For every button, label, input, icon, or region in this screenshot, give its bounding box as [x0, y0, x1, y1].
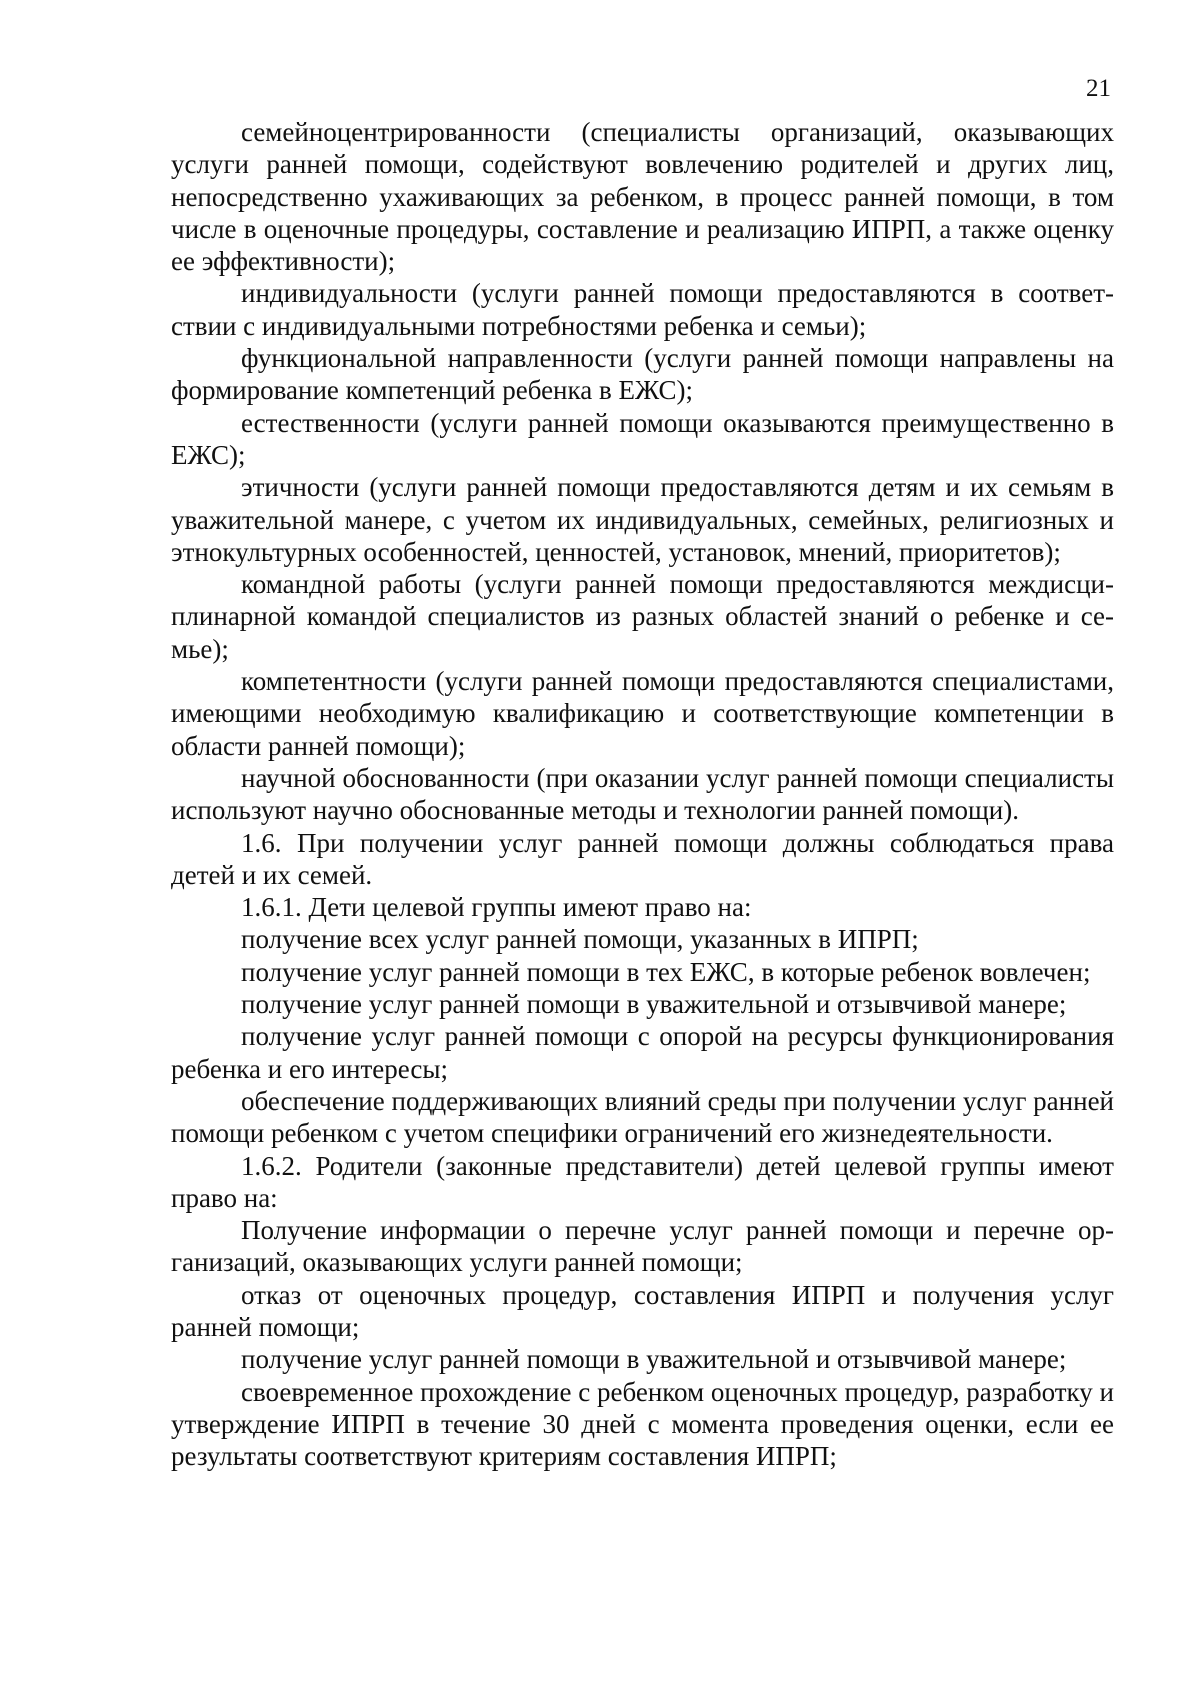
paragraph: индивидуальности (услуги ранней помощи предоставляются в соответствии с индивидуальными потребностями ребенка и семьи); [171, 278, 1114, 341]
paragraph: естественности (услуги ранней помощи оказываются преимущественно в ЕЖС); [171, 407, 1114, 470]
document-body [171, 116, 1114, 1472]
paragraph: этичности (услуги ранней помощи предоставляются детям и их семьям в уважительной манере, с учетом их индивидуальных, семейных, религиозных и этнокультурных особенностей, ценностей, установок, мнений, приоритетов); [171, 472, 1114, 567]
paragraph: семейноцентрированности (специалисты организаций, оказывающих услуги ранней помощи, содействуют вовлечению родителей и других лиц, непосредственно ухаживающих за ребенком, в процесс ранней помощи, в том числе в оценочные процедуры, составление и реализацию ИПРП, а также оценку ее эффективности); [171, 117, 1114, 277]
paragraph: получение услуг ранней помощи в уважительной и отзывчивой манере; [241, 989, 1067, 1020]
paragraph: получение услуг ранней помощи с опорой на ресурсы функционирования ребенка и его интересы; [171, 1021, 1114, 1084]
paragraph: командной работы (услуги ранней помощи предоставляются междисциплинарной командой специалистов из разных областей знаний о ребенке и семье); [171, 569, 1114, 664]
paragraph: получение услуг ранней помощи в уважительной и отзывчивой манере; [241, 1344, 1067, 1375]
paragraph: 1.6.2. Родители (законные представители) детей целевой группы имеют право на: [171, 1150, 1114, 1213]
paragraph: 1.6. При получении услуг ранней помощи должны соблюдаться права детей и их семей. [171, 827, 1114, 890]
paragraph: отказ от оценочных процедур, составления ИПРП и получения услуг ранней помощи; [171, 1279, 1114, 1342]
paragraph: своевременное прохождение с ребенком оценочных процедур, разработку и утверждение ИПРП в течение 30 дней с момента проведения оценки, если ее результаты соответствуют критериям составления ИПРП; [171, 1376, 1114, 1472]
paragraph: компетентности (услуги ранней помощи предоставляются специалистами, имеющими необходимую квалификацию и соответствующие компетенции в области ранней помощи); [171, 666, 1114, 761]
page-number: 21 [1086, 75, 1111, 102]
paragraph: получение всех услуг ранней помощи, указанных в ИПРП; [241, 924, 919, 955]
paragraph: Получение информации о перечне услуг ранней помощи и перечне организаций, оказывающих услуги ранней помощи; [171, 1215, 1114, 1278]
paragraph: получение услуг ранней помощи в тех ЕЖС, в которые ребенок вовлечен; [241, 956, 1091, 987]
paragraph: функциональной направленности (услуги ранней помощи направлены на формирование компетенций ребенка в ЕЖС); [171, 343, 1114, 406]
paragraph: 1.6.1. Дети целевой группы имеют право на: [241, 892, 752, 923]
paragraph: научной обоснованности (при оказании услуг ранней помощи специалисты используют научно обоснованные методы и технологии ранней помощи). [171, 762, 1114, 826]
paragraph: обеспечение поддерживающих влияний среды при получении услуг ранней помощи ребенком с учетом специфики ограничений его жизнедеятельности. [171, 1085, 1114, 1149]
